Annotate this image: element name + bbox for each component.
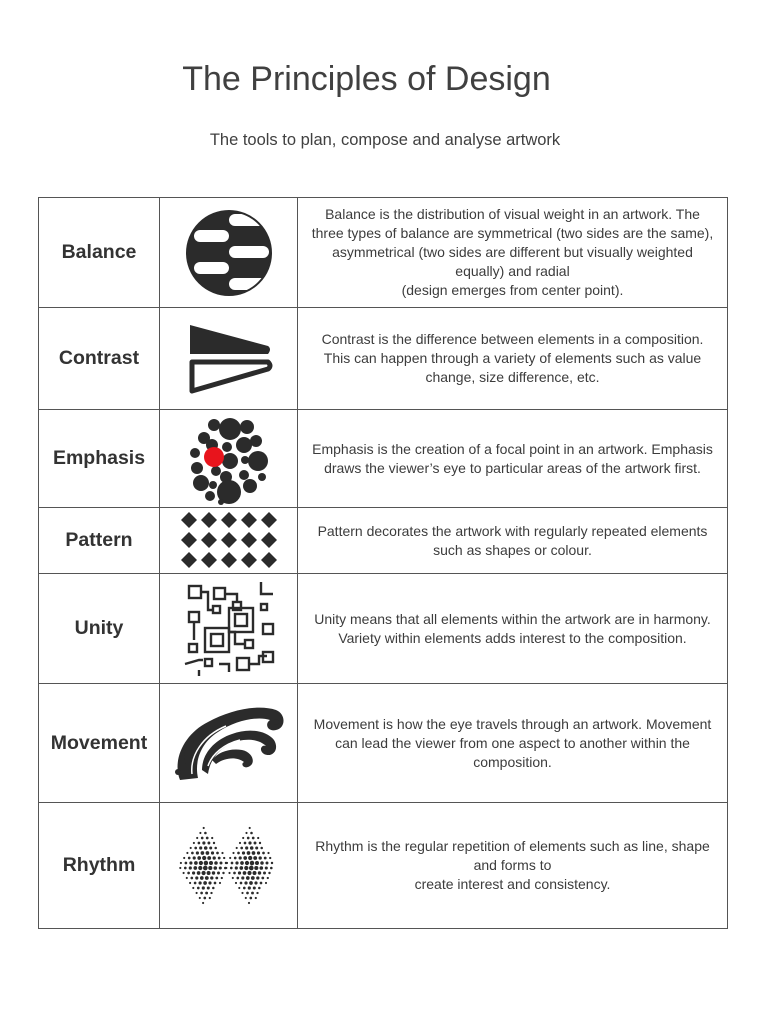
principle-name: Emphasis <box>39 410 160 508</box>
principle-description: Rhythm is the regular repetition of elements such as line, shape and forms to create interest and consistency. <box>298 803 728 929</box>
rhythm-icon <box>177 826 281 906</box>
principle-name: Pattern <box>39 508 160 574</box>
principle-name: Balance <box>39 198 160 308</box>
principle-description: Movement is how the eye travels through an artwork. Movement can lead the viewer from one aspect to another within the composition. <box>298 684 728 803</box>
table-row-balance <box>39 198 728 308</box>
page-subtitle: The tools to plan, compose and analyse artwork <box>209 131 561 149</box>
principle-description: Unity means that all elements within the artwork are in harmony. Variety within elements adds interest to the composition. <box>298 574 728 684</box>
table-row-unity <box>39 574 728 684</box>
principle-name: Movement <box>39 684 160 803</box>
principle-description: Emphasis is the creation of a focal point in an artwork. Emphasis draws the viewer’s eye to particular areas of the artwork first. <box>298 410 728 508</box>
unity-icon <box>183 580 275 678</box>
table-row-movement <box>39 684 728 803</box>
balance-icon <box>184 208 274 298</box>
principle-description: Pattern decorates the artwork with regularly repeated elements such as shapes or colour. <box>298 508 728 574</box>
principle-name: Contrast <box>39 308 160 410</box>
table-row-contrast <box>39 308 728 410</box>
page-title: The Principles of Design <box>182 60 551 98</box>
principles-table <box>38 197 728 929</box>
table-row-emphasis <box>39 410 728 508</box>
principle-description: Balance is the distribution of visual weight in an artwork. The three types of balance are symmetrical (two sides are the same), asymmetrical (two sides are different but visually weighted equally) and radial (design emerges from center point). <box>298 198 728 308</box>
pattern-icon <box>179 510 279 572</box>
emphasis-icon <box>184 413 274 505</box>
contrast-icon <box>184 321 274 396</box>
table-row-pattern <box>39 508 728 574</box>
principle-description: Contrast is the difference between elements in a composition. This can happen through a variety of elements such as value change, size difference, etc. <box>298 308 728 410</box>
principle-name: Unity <box>39 574 160 684</box>
principle-name: Rhythm <box>39 803 160 929</box>
movement-icon <box>172 700 286 786</box>
table-row-rhythm <box>39 803 728 929</box>
